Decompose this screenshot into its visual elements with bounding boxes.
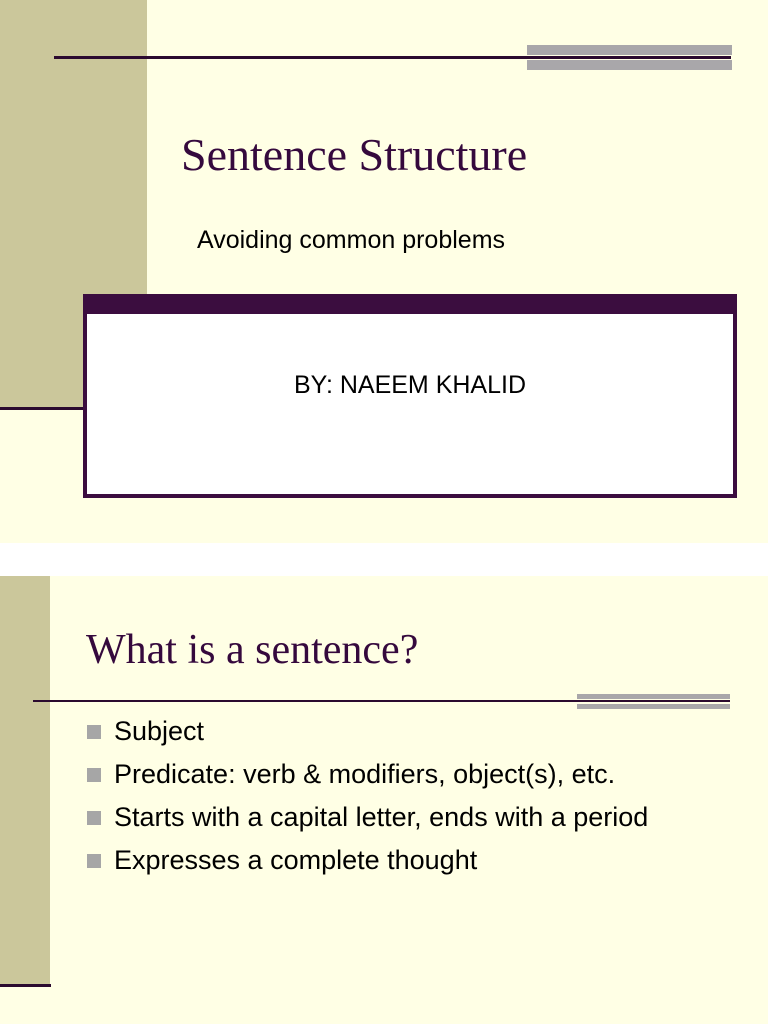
- author-label: BY: NAEEM KHALID: [293, 371, 527, 399]
- list-item-text: Predicate: verb & modifiers, object(s), etc.: [114, 759, 616, 789]
- grey-square-bullet-icon: [87, 768, 101, 782]
- grey-square-bullet-icon: [87, 811, 101, 825]
- content-slide: [0, 576, 768, 1024]
- title-divider-line: [33, 700, 730, 702]
- top-divider-line: [54, 56, 731, 59]
- divider-grey-accent-bottom: [527, 60, 732, 70]
- divider-grey-accent-top: [527, 45, 732, 55]
- side-accent-line: [0, 984, 51, 987]
- list-item-text: Subject: [114, 716, 205, 746]
- divider-grey-accent-bottom: [577, 704, 730, 709]
- side-accent-bar: [0, 576, 50, 986]
- list-item-text: Expresses a complete thought: [114, 845, 478, 875]
- divider-grey-accent-top: [577, 694, 730, 699]
- slide-subtitle: Avoiding common problems: [197, 226, 506, 254]
- slide-title: Sentence Structure: [181, 129, 528, 180]
- grey-square-bullet-icon: [87, 854, 101, 868]
- author-box: [83, 294, 737, 498]
- list-item-text: Starts with a capital letter, ends with a period: [114, 802, 649, 832]
- side-accent-line: [0, 407, 84, 410]
- grey-square-bullet-icon: [87, 725, 101, 739]
- slide-title: What is a sentence?: [86, 627, 419, 673]
